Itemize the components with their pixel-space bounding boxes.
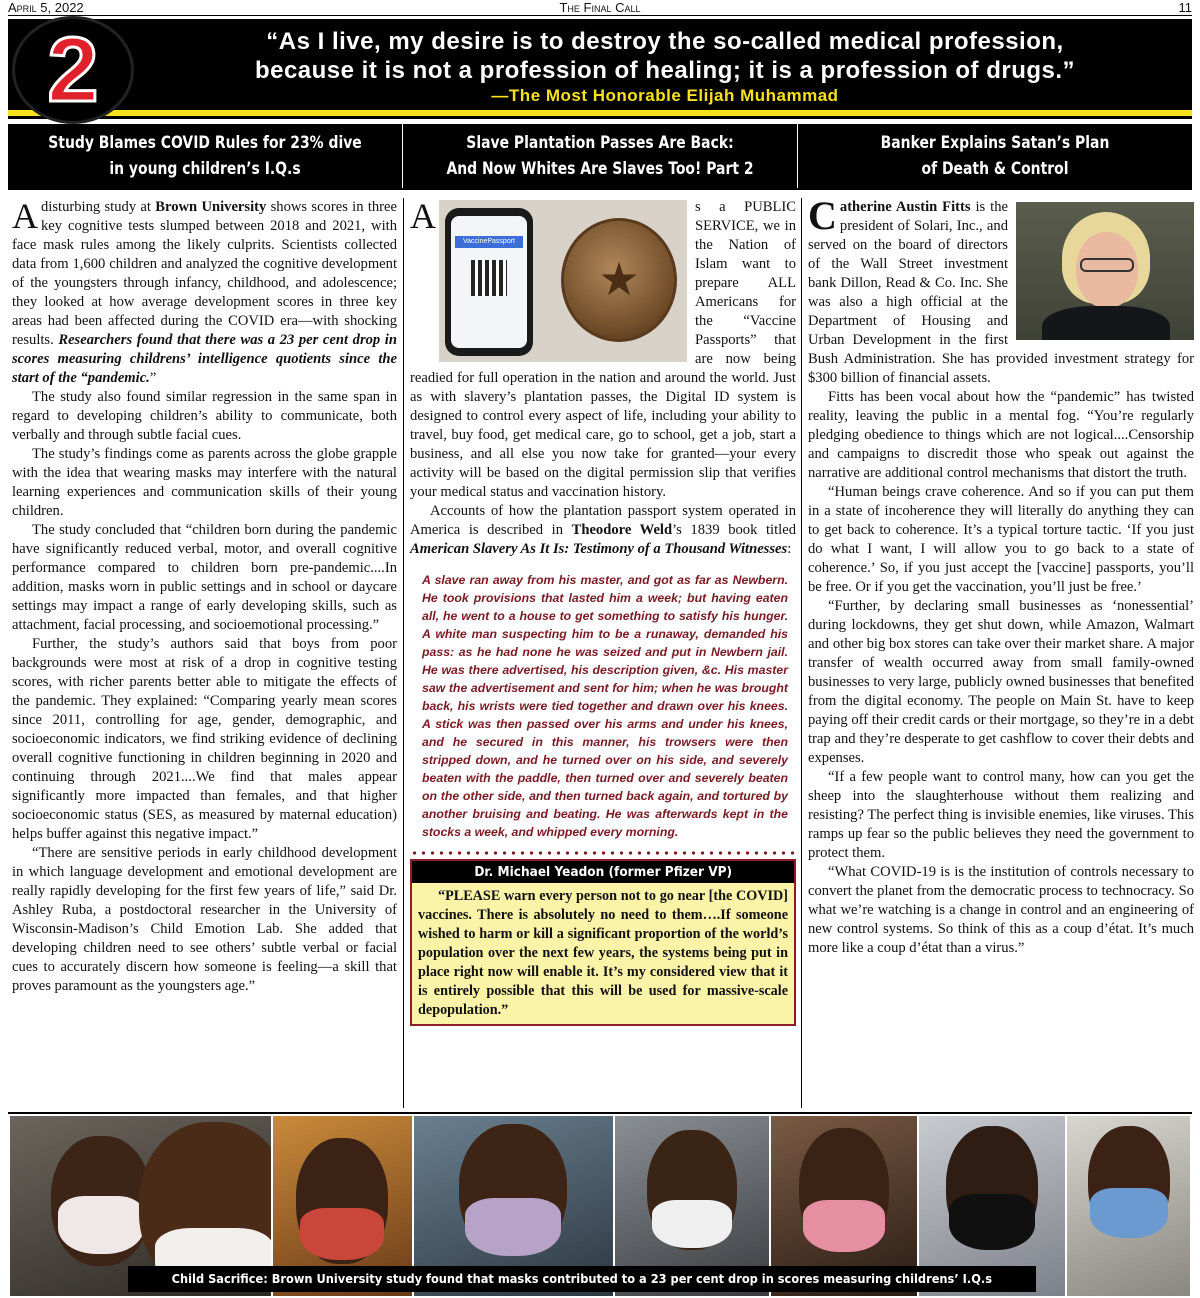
- vaccine-passport-photo: [439, 200, 687, 362]
- banner-quote-line-1: “As I live, my desire is to destroy the so-called medical profession,: [266, 28, 1064, 55]
- article-paragraph: [410, 502, 796, 559]
- column-rule: [403, 198, 404, 1108]
- article-col1: [12, 198, 397, 996]
- article-paragraph: [12, 198, 397, 388]
- photo-strip-divider: [8, 1112, 1192, 1114]
- article-paragraph: “If a few people want to control many, how can you get the sheep into the slaughterhouse without them realizing and resisting? The perfect thing is invisible enemies, like viruses. This ramps up fear so the public believes they need the government to protect them.: [808, 769, 1194, 861]
- text-run: ”: [149, 370, 157, 386]
- star-icon: ★: [598, 254, 640, 305]
- headline-col1-line1: Study Blames COVID Rules for 23% dive: [48, 133, 362, 153]
- column-rule: [801, 198, 802, 1108]
- text-run: is the president of Solari, Inc., and served on the board of directors of the Wall Street investment bank Dillon, Read & Co. Inc. She was also a high official at the Department of Housing and Urban Development in the first Bush Administration. She has provided investment strategy for $300 billion of financial assets.: [808, 199, 1194, 386]
- article-col2: [410, 198, 796, 1026]
- article-paragraph: The study also found similar regression in the same span in regard to developing children’s ability to communicate, both verbally and through subtle facial cues.: [12, 389, 397, 443]
- article-paragraph: [410, 198, 796, 502]
- text-run-bold: atherine Austin Fitts: [839, 199, 971, 215]
- drop-cap: A: [410, 196, 436, 236]
- banner-attribution: —The Most Honorable Elijah Muhammad: [491, 86, 839, 105]
- article-paragraph: Further, the study’s authors said that boys from poor backgrounds were most at risk of a drop in cognitive testing scores, with richer parents better able to mitigate the effects of the pandemic. They explained: “Comparing yearly mean scores since 2011, controlling for age, gender, demographic, and socioeconomic indicators, we find striking evidence of declining overall cognitive functioning in children beginning in 2020 and continuing through 2021....We find that males appear significantly more impacted than females, and that higher socioeconomic status (SES, as measured by maternal education) helps buffer against this negative impact.”: [12, 636, 397, 842]
- section-number: 2: [47, 19, 99, 121]
- text-run: :: [787, 541, 792, 557]
- fitts-portrait-photo: [1016, 202, 1194, 340]
- book-title: American Slavery As It Is: Testimony of a Thousand Witnesses: [410, 541, 788, 557]
- text-run-bold: Brown University: [155, 199, 267, 215]
- article-paragraph: “Further, by declaring small businesses as ‘nonessential’ during lockdowns, they get shut down, while Amazon, Walmart and other big box stores can take over their market share. A major transfer of wealth occurred away from small family-owned businesses to very large, publicly owned businesses that benefited from the digital economy. The people on Main St. have to keep paying off their credit cards or their mortgage, so they’re in a debt trap and they’re desperate to get cashflow to cover their debts and expenses.: [808, 598, 1194, 766]
- paper-name: The Final Call: [559, 0, 641, 15]
- text-run: Accounts of how the plantation passport system operated in America is described in: [410, 503, 796, 538]
- headline-col1-line2: in young children’s I.Q.s: [109, 159, 301, 179]
- headline-col2: [403, 124, 797, 188]
- headline-col3-line2: of Death & Control: [921, 159, 1069, 179]
- phone-screen-label: VaccinePassport: [455, 236, 523, 248]
- yeadon-box-heading: [412, 861, 794, 883]
- plantation-medal-image: [561, 218, 677, 342]
- banner-yellow-stripe: [8, 110, 1192, 116]
- article-paragraph: “There are sensitive periods in early childhood development in which language development and emotional development are really rapidly developing for the first few years of life,” said Dr. Ashley Ruba, a postdoctoral researcher in the University of Wisconsin-Madison’s Child Emotion Lab. She added that developing children need to see others’ subtle verbal or facial cues to accurately discern how someone is feeling—a skill that proves paramount as the youngsters age.”: [12, 845, 397, 994]
- text-run: shows scores in three key cognitive tests slumped between 2018 and 2021, with face mask rules among the likely culprits. Scientists collected data from 1,600 children and analyzed the cognitive development of the youngsters through infancy, childhood, and adolescence; they looked at how average development scores in three key areas had been affected during the COVID era—with shocking results.: [12, 199, 397, 348]
- qr-code-icon: [471, 260, 507, 296]
- article-paragraph: The study concluded that “children born during the pandemic have significantly reduced verbal, motor, and overall cognitive performance compared to children born pre-pandemic....In addition, masks worn in public settings and in school or daycare settings may impact a range of early developing skills, such as attachment, facial processing, and socioemotional processing.”: [12, 522, 397, 633]
- yeadon-heading-text: Dr. Michael Yeadon (former Pfizer VP): [474, 864, 732, 880]
- headline-col1: [8, 124, 402, 188]
- running-header: [8, 0, 1192, 16]
- article-paragraph: [808, 193, 1194, 388]
- text-run: s a PUBLIC SERVICE, we in the Nation of Islam want to prepare ALL Americans for the “Vaccine Passports” that are now being readied for full operation in the nation and around the world. Just as with slavery’s plantation passes, the Digital ID system is designed to control every aspect of life, including your ability to travel, buy food, get medical care, go to school, get a job, start a business, and all else you now take for granted—your every activity will be based on the digital permission slip that verifies your medical status and vaccination history.: [410, 199, 796, 500]
- text-run-bold: Theodore Weld: [571, 522, 673, 538]
- article-paragraph: Fitts has been vocal about how the “pandemic” has twisted reality, leaving the public in a mental fog. “You’re regularly pledging obedience to things which are not logical....Censorship and campaigns to discredit those who speak out against the narrative are additional control mechanisms that distort the truth.: [808, 389, 1194, 481]
- text-run: ’s 1839 book titled: [672, 522, 796, 538]
- yeadon-quote-text: “PLEASE warn every person not to go near [the COVID] vaccines. There is absolutely no need to them….If someone wished to harm or kill a significant proportion of the world’s population over the next few years, the systems being put in place right now will enable it. It’s my considered view that it is entirely possible that this will be used for massive-scale depopulation.”: [418, 888, 788, 1018]
- yeadon-quote-box: [410, 859, 796, 1026]
- headline-col2-line1: Slave Plantation Passes Are Back:: [466, 133, 734, 153]
- article-paragraph: “Human beings crave coherence. And so if you can put them in a state of incoherence they will literally do anything they can to get back to coherence. It’s a typical torture tactic. ‘If you just do what I want, I will allow you to go back to a state of coherence.’ So, if you just accept the [vaccine] passports, you’ll be free. Or if you get the vaccination, you’ll just be free.’: [808, 484, 1194, 595]
- slave-narrative-quote: A slave ran away from his master, and got as far as Newbern. He took provisions that lasted him a week; but having eaten all, he went to a house to get something to satisfy his hunger. A white man suspecting him to be a runaway, demanded his pass: as he had none he was seized and put in Newbern jail. He was there advertised, his description given, &c. His master saw the advertisement and sent for him; when he was brought back, his wrists were tied together and drawn over his knees. A stick was then passed over his arms and under his knees, and he secured in this manner, his trowsers were then stripped down, and he turned over on his side, and severely beaten with the paddle, then turned over and severely beaten on the other side, and then turned back again, and tortured by another bruising and beating. He was afterwards kept in the stocks a week, and whipped every morning.: [422, 573, 788, 839]
- issue-date: April 5, 2022: [8, 0, 84, 15]
- article-paragraph: The study’s findings come as parents across the globe grapple with the idea that wearing masks may interfere with the natural learning experiences and communication skills of their young children.: [12, 446, 397, 519]
- phone-image: [445, 208, 533, 356]
- photo-caption: [128, 1266, 1036, 1292]
- headline-col3: [798, 124, 1192, 188]
- article-col3: [808, 193, 1194, 958]
- text-run: disturbing study at: [41, 199, 156, 215]
- headline-col3-line1: Banker Explains Satan’s Plan: [880, 133, 1110, 153]
- article-paragraph: “What COVID-19 is is the institution of controls necessary to convert the planet from the democratic process to technocracy. So what we’re watching is a change in control and an engineering of new control systems. So think of this as a coup d’état. It’s much more like a coup d’état than a virus.”: [808, 864, 1194, 956]
- section-number-badge: [12, 16, 134, 124]
- drop-cap: C: [808, 193, 837, 238]
- text-run-bold-italic: Researchers found that there was a 23 per cent drop in scores measuring childrens’ intelligence quotients since the start of the “pandemic.: [12, 332, 397, 386]
- child-photo: [1067, 1116, 1190, 1296]
- page-number: 11: [1178, 0, 1192, 15]
- headline-col2-line2: And Now Whites Are Slaves Too! Part 2: [446, 159, 754, 179]
- dotted-divider: [410, 851, 796, 855]
- caption-text: Child Sacrifice: Brown University study found that masks contributed to a 23 per cent drop in scores measuring childrens’ I.Q.s: [171, 1271, 993, 1286]
- headline-divider: [8, 188, 1192, 190]
- banner-quote-line-2: because it is not a profession of healing; it is a profession of drugs.”: [254, 57, 1076, 84]
- drop-cap: A: [12, 196, 38, 236]
